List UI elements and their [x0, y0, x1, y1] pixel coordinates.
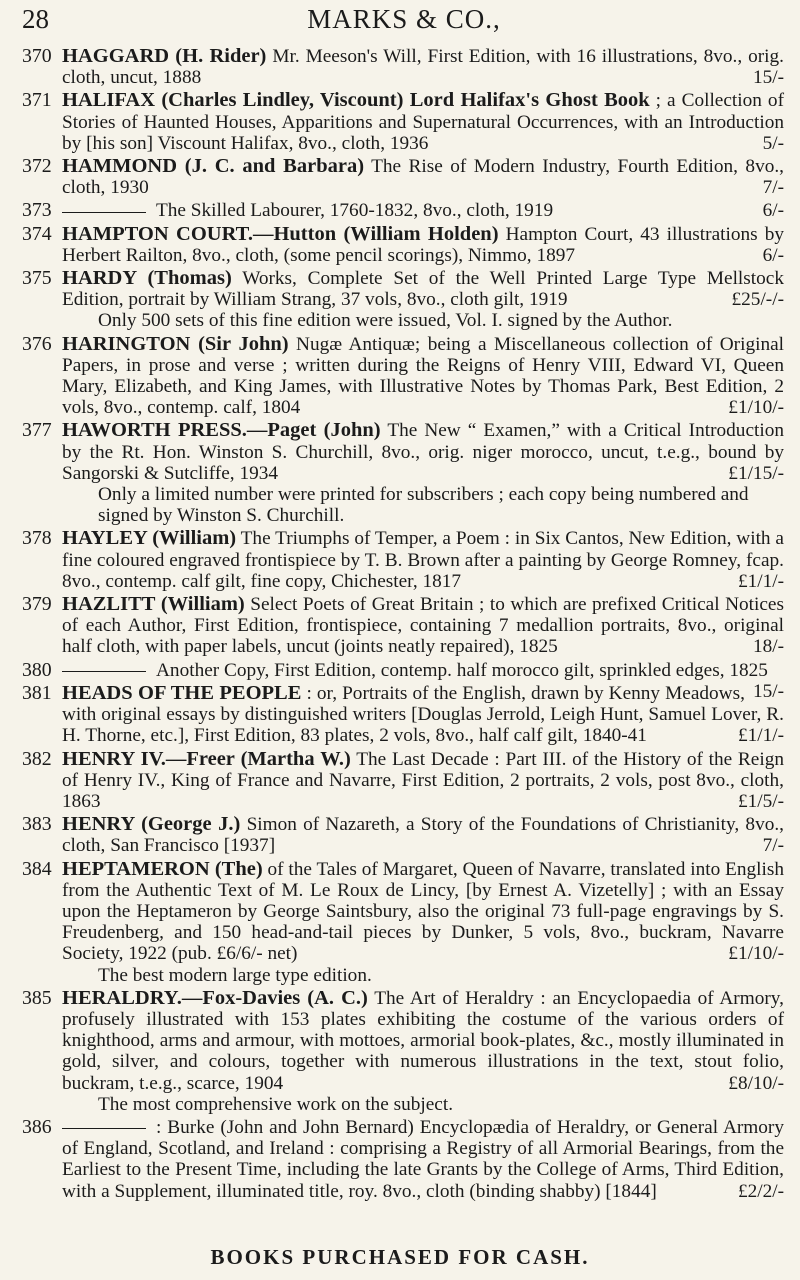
entry-price: £8/10/- — [728, 1072, 784, 1094]
entry-price: 15/- — [752, 680, 784, 702]
catalogue-entry — [0, 420, 800, 526]
entry-text: Works, Complete Set of the Well Printed Large Type Mellstock Edition, portrait by William Strang, 37 vols, 8vo., cloth gilt, 1919 — [62, 268, 784, 311]
entry-description — [62, 200, 784, 221]
lot-number: 378 — [22, 527, 52, 550]
entry-price: 6/- — [762, 244, 784, 266]
lot-number: 373 — [22, 199, 52, 222]
entry-description — [62, 334, 784, 419]
entry-note: Only a limited number were printed for subscribers ; each copy being numbered and signed by Winston S. Churchill. — [98, 484, 749, 527]
entry-price: 5/- — [762, 132, 784, 154]
entry-description — [62, 859, 784, 965]
entry-description — [62, 420, 784, 484]
entry-price: £1/1/- — [737, 725, 784, 747]
entry-text: The Rise of Modern Industry, Fourth Edition, 8vo., cloth, 1930 — [62, 156, 784, 199]
entry-description — [62, 90, 784, 154]
entry-description — [62, 224, 784, 266]
running-head: MARKS & CO., — [307, 4, 501, 34]
catalogue-entry — [0, 334, 800, 419]
entry-note: The most comprehensive work on the subject. — [98, 1093, 454, 1115]
entry-author: HAMMOND (J. C. and Barbara) — [62, 155, 365, 178]
entry-text: The Last Decade : Part III. of the History of the Reign of Henry IV., King of France and Navarre, First Edition, 2 portraits, 2 vols, post 8vo., cloth, 1863 — [62, 748, 784, 812]
entry-author: HENRY IV.—Freer (Martha W.) — [62, 747, 351, 770]
entry-text: : Burke (John and John Bernard) Encyclopædia of Heraldry, or General Armory of England, Scotland, and Ireland : comprising a Registry of all Armorial Bearings, from the Earliest to the Present Time, including the late Grants by the College of Arms, Third Edition, with a Supplement, illuminated title, roy. 8vo., cloth (binding shabby) [1844] — [62, 1116, 784, 1202]
entry-author: HEPTAMERON (The) — [62, 857, 263, 880]
lot-number: 374 — [22, 222, 52, 245]
entry-text: The Triumphs of Temper, a Poem : in Six Cantos, New Edition, with a fine coloured engraved frontispiece by T. B. Brown after a painting by George Romney, fcap. 8vo., contemp. calf gilt, fine copy, Chichester, 1817 — [62, 528, 784, 592]
ditto-rule — [62, 212, 146, 213]
catalogue-entry — [0, 1117, 800, 1202]
entry-text: Nugæ Antiquæ; being a Miscellaneous collection of Original Papers, in prose and verse ; written during the Reigns of Henry VIII, Edward VI, Queen Mary, Elizabeth, and King James, with Illustrative Notes by Thomas Park, Best Edition, 2 vols, 8vo., contemp. calf, 1804 — [62, 333, 784, 419]
entry-price: £1/10/- — [728, 943, 784, 965]
catalogue-entry — [0, 90, 800, 154]
catalogue-entries — [0, 46, 800, 1204]
entry-price: 7/- — [762, 177, 784, 199]
ditto-rule — [62, 671, 146, 672]
lot-number: 371 — [22, 89, 52, 112]
lot-number: 377 — [22, 419, 52, 442]
catalogue-entry — [0, 594, 800, 658]
entry-description — [62, 814, 784, 856]
entry-text: Hampton Court, 43 illustrations by Herbert Railton, 8vo., cloth, (some pencil scorings), Nimmo, 1897 — [62, 223, 784, 266]
entry-price: £1/1/- — [737, 570, 784, 592]
entry-text: : or, Portraits of the English, drawn by Kenny Meadows, with original essays by distinguished writers [Douglas Jerrold, Leigh Hunt, Samuel Lover, R. H. Thorne, etc.], First Edition, 83 plates, 2 vols, 8vo., half calf gilt, 1840-41 — [62, 682, 784, 747]
entry-text: The Skilled Labourer, 1760-1832, 8vo., cloth, 1919 — [156, 200, 554, 222]
lot-number: 375 — [22, 267, 52, 290]
catalogue-entry — [0, 988, 800, 1115]
page-header — [22, 4, 786, 38]
entry-note: The best modern large type edition. — [98, 964, 372, 986]
lot-number: 385 — [22, 986, 52, 1009]
lot-number: 384 — [22, 857, 52, 880]
entry-description — [62, 1117, 784, 1202]
ditto-rule — [62, 1128, 146, 1129]
entry-price: £1/15/- — [728, 462, 784, 484]
lot-number: 370 — [22, 45, 52, 67]
entry-description — [62, 988, 784, 1094]
entry-author: HERALDRY.—Fox-Davies (A. C.) — [62, 986, 368, 1009]
entry-note: Only 500 sets of this fine edition were issued, Vol. I. signed by the Author. — [98, 310, 673, 332]
entry-description — [62, 680, 784, 747]
entry-author: HENRY (George J.) — [62, 813, 241, 836]
entry-price: £25/-/- — [731, 289, 784, 311]
entry-text: of the Tales of Margaret, Queen of Navarre, translated into English from the Authentic Text of M. Le Roux de Lincy, [by Ernest A. Vizetelly] ; with an Essay upon the Heptameron by George Saintsbury, also the original 73 full-page engravings by S. Freudenberg, and 150 head-and-tail pieces by Dunker, 5 vols, 8vo., buckram, Navarre Society, 1922 (pub. £6/6/- net) — [62, 858, 784, 965]
entry-author: HARDY (Thomas) — [62, 267, 232, 290]
entry-price: £1/10/- — [728, 397, 784, 419]
entry-author: HALIFAX (Charles Lindley, Viscount) Lord Halifax's Ghost Book — [62, 89, 650, 112]
entry-description — [62, 749, 784, 813]
page-number: 28 — [22, 4, 49, 34]
entry-description — [62, 594, 784, 658]
catalogue-entry — [0, 200, 800, 221]
entry-price: £2/2/- — [737, 1180, 784, 1202]
entry-author: HAYLEY (William) — [62, 527, 237, 550]
entry-text: Mr. Meeson's Will, First Edition, with 16 illustrations, 8vo., orig. cloth, uncut, 1888 — [62, 46, 784, 89]
catalogue-entry — [0, 268, 800, 332]
catalogue-entry — [0, 528, 800, 592]
lot-number: 381 — [22, 681, 52, 704]
page-footer: BOOKS PURCHASED FOR CASH. — [210, 1245, 590, 1269]
catalogue-entry — [0, 156, 800, 198]
entry-author: HEADS OF THE PEOPLE — [62, 681, 302, 704]
entry-price: 18/- — [752, 636, 784, 658]
entry-author: HARINGTON (Sir John) — [62, 332, 289, 355]
lot-number: 386 — [22, 1115, 52, 1138]
entry-description — [62, 268, 784, 310]
lot-number: 383 — [22, 813, 52, 836]
catalogue-entry — [0, 46, 800, 88]
entry-text: ; a Collection of Stories of Haunted Houses, Apparitions and Supernatural Occurrences, with an Introduction by [his son] Viscount Halifax, 8vo., cloth, 1936 — [62, 90, 784, 154]
entry-author: HAGGARD (H. Rider) — [62, 45, 267, 67]
entry-description — [62, 528, 784, 592]
entry-text: Select Poets of Great Britain ; to which are prefixed Critical Notices of each Author, First Edition, frontispiece, containing 7 medallion portraits, 8vo., original half cloth, with paper labels, uncut (joints neatly repaired), 1825 — [62, 594, 784, 658]
lot-number: 382 — [22, 747, 52, 770]
catalogue-entry — [0, 749, 800, 813]
lot-number: 380 — [22, 658, 52, 681]
catalogue-entry — [0, 680, 800, 747]
entry-description — [62, 46, 784, 88]
lot-number: 376 — [22, 332, 52, 355]
entry-author: HAWORTH PRESS.—Paget (John) — [62, 419, 381, 442]
lot-number: 379 — [22, 593, 52, 616]
entry-price: £1/5/- — [737, 790, 784, 812]
entry-author: HAZLITT (William) — [62, 593, 245, 616]
entry-author: HAMPTON COURT.—Hutton (William Holden) — [62, 222, 499, 245]
catalogue-entry — [0, 224, 800, 266]
catalogue-entry — [0, 859, 800, 986]
entry-text: The New “ Examen,” with a Critical Introduction by the Rt. Hon. Winston S. Churchill, 8vo., orig. niger morocco, uncut, t.e.g., bound by Sangorski & Sutcliffe, 1934 — [62, 420, 784, 484]
lot-number: 372 — [22, 155, 52, 178]
catalogue-entry — [0, 814, 800, 856]
entry-price: 7/- — [762, 835, 784, 857]
entry-price: 6/- — [762, 200, 784, 222]
entry-text: Simon of Nazareth, a Story of the Foundations of Christianity, 8vo., cloth, San Francisco [1937] — [62, 814, 784, 857]
entry-price: 15/- — [752, 67, 784, 89]
entry-text: The Art of Heraldry : an Encyclopaedia of Armory, profusely illustrated with 153 plates exhibiting the costume of the various orders of knighthood, arms and armour, with mottoes, armorial book-plates, &c., mostly illuminated in gold, silver, and colours, together with numerous illustrations in the text, stout folio, buckram, t.e.g., scarce, 1904 — [62, 987, 784, 1094]
entry-text: Another Copy, First Edition, contemp. half morocco gilt, sprinkled edges, 1825 — [156, 659, 768, 681]
entry-description — [62, 156, 784, 198]
